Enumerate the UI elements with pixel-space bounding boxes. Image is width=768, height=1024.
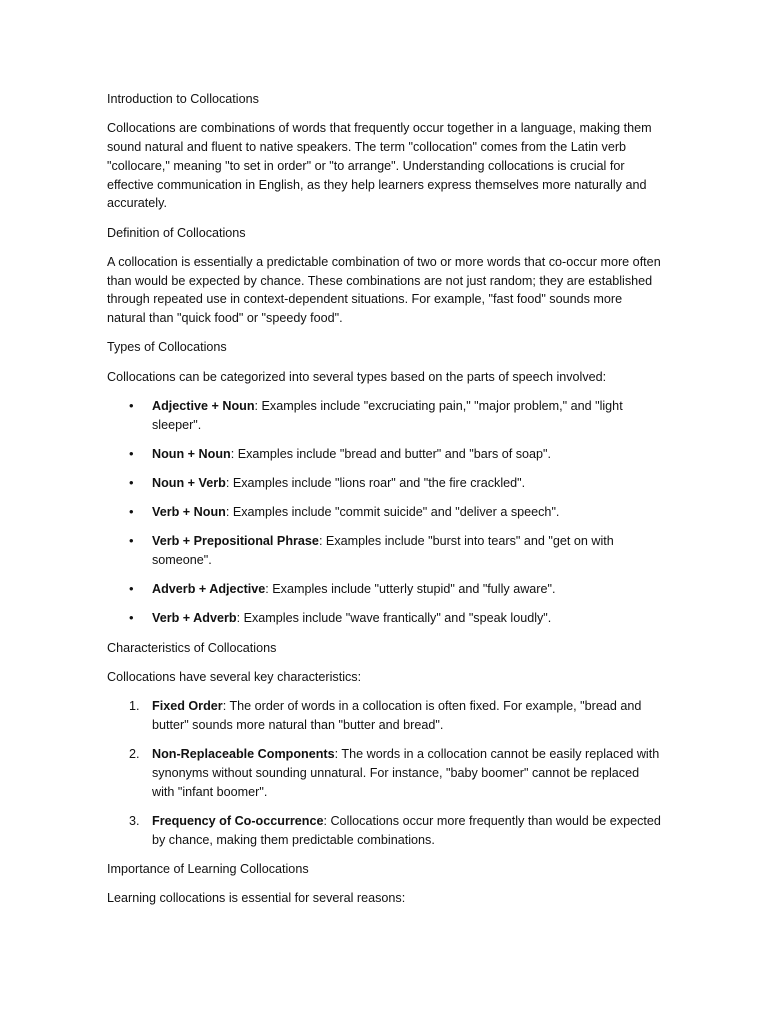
list-item — [107, 609, 663, 628]
paragraph-importance-intro: Learning collocations is essential for several reasons: — [107, 890, 406, 905]
list-item — [107, 503, 663, 522]
list-item-text: : Examples include "wave frantically" and "speak loudly". — [236, 611, 552, 626]
list-item-term: Fixed Order — [152, 698, 223, 713]
paragraph-introduction: Collocations are combinations of words that frequently occur together in a language, making them sound natural and fluent to native speakers. The term "collocation" comes from the Latin verb "collocare," meaning "to set in order" or "to arrange". Understanding collocations is crucial for effective communication in English, as they help learners express themselves more naturally and accurately. — [107, 121, 652, 211]
list-item-term: Verb + Prepositional Phrase — [152, 534, 319, 549]
section-heading-definition: Definition of Collocations — [107, 225, 246, 240]
list-item-text: : Examples include "utterly stupid" and "fully aware". — [265, 582, 556, 597]
list-item-text: : Examples include "lions roar" and "the fire crackled". — [225, 475, 526, 490]
paragraph-definition: A collocation is essentially a predictable combination of two or more words that co-occur more often than would be expected by chance. These combinations are not just random; they are established through repeated use in context-dependent situations. For example, "fast food" sounds more natural than "quick food" or "speedy food". — [107, 254, 661, 326]
types-bullet-list — [107, 397, 663, 629]
list-item — [107, 812, 663, 850]
list-item-text: : Examples include "burst into tears" and "get on with someone". — [152, 534, 614, 568]
list-item-text: : The words in a collocation cannot be easily replaced with synonyms without sounding unnatural. For instance, "baby boomer" cannot be replaced with "infant boomer". — [152, 746, 660, 799]
characteristics-numbered-list — [107, 697, 663, 849]
list-item-term: Adjective + Noun — [152, 398, 255, 413]
list-item-term: Noun + Noun — [152, 446, 231, 461]
list-item-text: : Examples include "excruciating pain," "major problem," and "light sleeper". — [152, 398, 623, 432]
section-heading-introduction: Introduction to Collocations — [107, 92, 259, 106]
list-item — [107, 474, 663, 493]
list-item-term: Noun + Verb — [152, 475, 226, 490]
list-item-text: : The order of words in a collocation is often fixed. For example, "bread and butter" sounds more natural than "butter and bread". — [152, 698, 642, 732]
list-item — [107, 697, 663, 735]
list-item-term: Adverb + Adjective — [152, 582, 266, 597]
list-item-number: 1. — [129, 698, 140, 713]
list-item-term: Frequency of Co-occurrence — [152, 813, 324, 828]
list-item-number: 2. — [129, 746, 140, 761]
section-heading-types: Types of Collocations — [107, 340, 227, 355]
list-item-text: : Collocations occur more frequently than would be expected by chance, making them predictable combinations. — [152, 813, 661, 847]
list-item-term: Verb + Adverb — [152, 611, 237, 626]
list-item — [107, 445, 663, 464]
document-page — [107, 90, 663, 918]
list-item-term: Verb + Noun — [152, 505, 226, 520]
list-item-term: Non-Replaceable Components — [152, 746, 335, 761]
list-item — [107, 397, 663, 435]
list-item — [107, 580, 663, 599]
list-item-text: : Examples include "bread and butter" and "bars of soap". — [230, 446, 552, 461]
list-item — [107, 532, 663, 570]
section-heading-characteristics: Characteristics of Collocations — [107, 640, 277, 655]
paragraph-types-intro: Collocations can be categorized into several types based on the parts of speech involved: — [107, 369, 607, 384]
list-item-text: : Examples include "commit suicide" and "deliver a speech". — [225, 505, 560, 520]
paragraph-characteristics-intro: Collocations have several key characteristics: — [107, 669, 362, 684]
list-item-number: 3. — [129, 813, 140, 828]
list-item — [107, 745, 663, 801]
section-heading-importance: Importance of Learning Collocations — [107, 861, 309, 876]
